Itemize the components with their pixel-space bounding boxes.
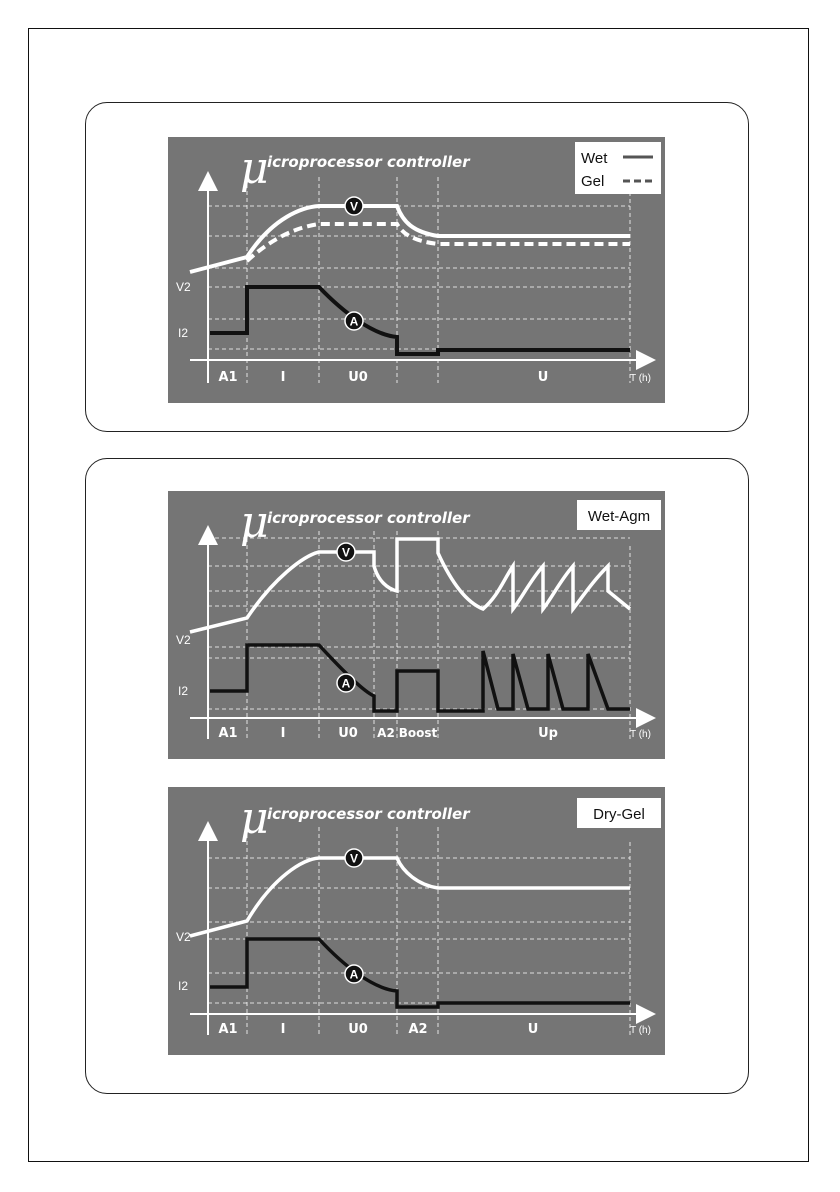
current-marker-label: A bbox=[349, 967, 359, 982]
title-text: icroprocessor controller bbox=[267, 509, 470, 527]
phase-label: A1 bbox=[218, 726, 238, 741]
charging-panel-wet-agm bbox=[168, 491, 665, 759]
v2-label: V2 bbox=[176, 633, 191, 647]
voltage-curve-gel bbox=[247, 224, 630, 261]
legend-gel-label: Gel bbox=[581, 173, 605, 190]
current-curve bbox=[210, 287, 630, 354]
legend-box bbox=[575, 142, 661, 194]
mode-label-box bbox=[577, 500, 661, 530]
phase-label: Boost bbox=[398, 726, 438, 740]
mode-label: Wet-Agm bbox=[587, 508, 651, 525]
current-marker-label: A bbox=[341, 676, 351, 691]
phase-label: A1 bbox=[218, 370, 238, 385]
phase-label: U0 bbox=[348, 1022, 368, 1037]
voltage-marker bbox=[337, 543, 355, 561]
phase-label: I bbox=[280, 1022, 286, 1037]
phase-label: I bbox=[280, 370, 286, 385]
voltage-marker bbox=[345, 849, 363, 867]
current-marker bbox=[345, 312, 363, 330]
voltage-marker-label: V bbox=[349, 199, 359, 214]
v2-label: V2 bbox=[176, 930, 191, 944]
title-mu: μ bbox=[240, 143, 269, 194]
legend-wet-label: Wet bbox=[581, 150, 608, 167]
title-mu: μ bbox=[240, 497, 269, 548]
time-axis-label: T (h) bbox=[630, 729, 651, 740]
title-text: icroprocessor controller bbox=[267, 805, 470, 823]
current-curve bbox=[210, 645, 630, 711]
mode-label-box bbox=[577, 798, 661, 828]
i2-label: I2 bbox=[178, 684, 189, 698]
current-marker bbox=[345, 965, 363, 983]
current-marker bbox=[337, 674, 355, 692]
phase-label: U0 bbox=[348, 370, 368, 385]
phase-label: A2 bbox=[377, 726, 395, 740]
phase-label: I bbox=[280, 726, 286, 741]
mode-label: Dry-Gel bbox=[593, 806, 645, 823]
voltage-marker-label: V bbox=[341, 545, 351, 560]
charging-panel-dry-gel bbox=[168, 787, 665, 1055]
voltage-marker bbox=[345, 197, 363, 215]
time-axis-label: T (h) bbox=[630, 1025, 651, 1036]
phase-label: A2 bbox=[408, 1022, 428, 1037]
phase-label: A1 bbox=[218, 1022, 238, 1037]
title-text: icroprocessor controller bbox=[267, 153, 470, 171]
phase-label: U bbox=[527, 1022, 539, 1037]
time-axis-label: T (h) bbox=[630, 373, 651, 384]
phase-label: U0 bbox=[338, 726, 358, 741]
current-marker-label: A bbox=[349, 314, 359, 329]
v2-label: V2 bbox=[176, 280, 191, 294]
phase-label: Up bbox=[538, 726, 558, 741]
i2-label: I2 bbox=[178, 326, 189, 340]
voltage-curve bbox=[190, 539, 630, 632]
voltage-curve bbox=[190, 858, 630, 936]
charging-panel-wet-gel bbox=[168, 137, 665, 403]
phase-label: U bbox=[537, 370, 549, 385]
voltage-curve-wet bbox=[190, 206, 630, 272]
i2-label: I2 bbox=[178, 979, 189, 993]
title-mu: μ bbox=[240, 793, 269, 844]
voltage-marker-label: V bbox=[349, 851, 359, 866]
